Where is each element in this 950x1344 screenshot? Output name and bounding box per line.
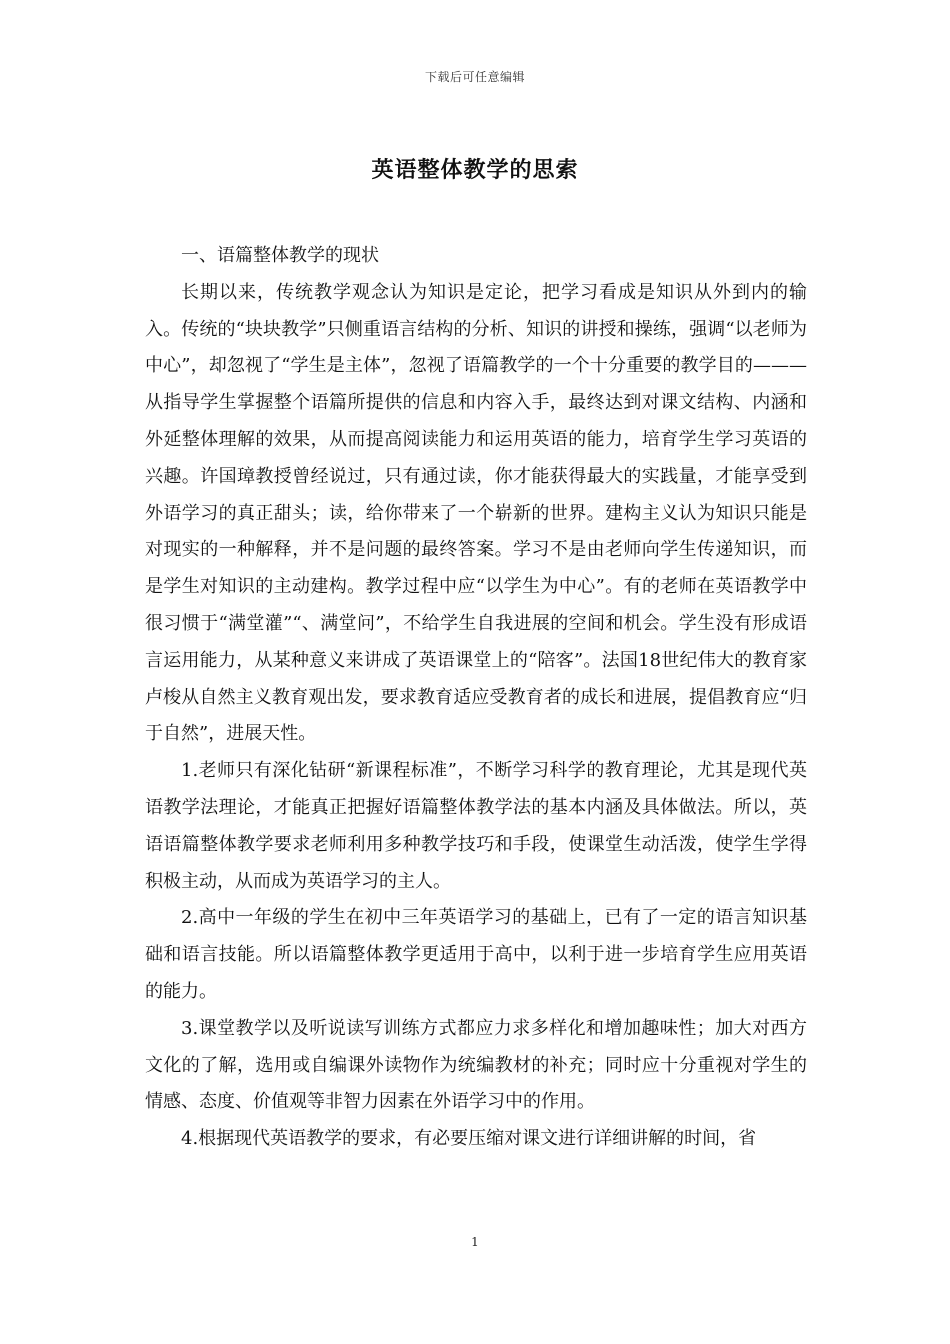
paragraph-3: 2.高中一年级的学生在初中三年英语学习的基础上，已有了一定的语言知识基础和语言技能。所以语篇整体教学更适用于高中，以利于进一步培育学生应用英语的能力。 — [145, 907, 807, 1002]
section-heading: 一、语篇整体教学的现状 — [181, 245, 379, 266]
paragraph-5: 4.根据现代英语教学的要求，有必要压缩对课文进行详细讲解的时间，省 — [181, 1128, 757, 1150]
paragraph-1: 长期以来，传统教学观念认为知识是定论，把学习看成是知识从外到内的输入。传统的“块块教学”只侧重语言结构的分析、知识的讲授和操练，强调“以老师为中心”，却忽视了“学生是主体”，忽视了语篇教学的一个十分重要的教学目的———从指导学生掌握整个语篇所提供的信息和内容入手，最终达到对课文结构、内涵和外延整体理解的效果，从而提高阅读能力和运用英语的能力，培育学生学习英语的兴趣。许国璋教授曾经说过，只有通过读，你才能获得最大的实践量，才能享受到外语学习的真正甜头；读，给你带来了一个崭新的世界。建构主义认为知识只能是对现实的一种解释，并不是问题的最终答案。学习不是由老师向学生传递知识，而是学生对知识的主动建构。教学过程中应“以学生为中心”。有的老师在英语教学中很习惯于“满堂灌”“、满堂问”，不给学生自我进展的空间和机会。学生没有形成语言运用能力，从某种意义来讲成了英语课堂上的“陪客”。法国18世纪伟大的教育家卢梭从自然主义教育观出发，要求教育适应受教育者的成长和进展，提倡教育应“归于自然”，进展天性。 — [145, 281, 807, 745]
page-number: 1 — [471, 1235, 479, 1249]
document-title: 英语整体教学的思索 — [371, 157, 579, 183]
header-note: 下载后可任意编辑 — [424, 70, 525, 84]
paragraph-2: 1.老师只有深化钻研“新课程标准”，不断学习科学的教育理论，尤其是现代英语教学法理论，才能真正把握好语篇整体教学法的基本内涵及具体做法。所以，英语语篇整体教学要求老师利用多种教学技巧和手段，使课堂生动活泼，使学生学得积极主动，从而成为英语学习的主人。 — [145, 760, 807, 892]
paragraph-4: 3.课堂教学以及听说读写训练方式都应力求多样化和增加趣味性；加大对西方文化的了解，选用或自编课外读物作为统编教材的补充；同时应十分重视对学生的情感、态度、价值观等非智力因素在外语学习中的作用。 — [145, 1017, 807, 1113]
document-body — [145, 238, 807, 1158]
